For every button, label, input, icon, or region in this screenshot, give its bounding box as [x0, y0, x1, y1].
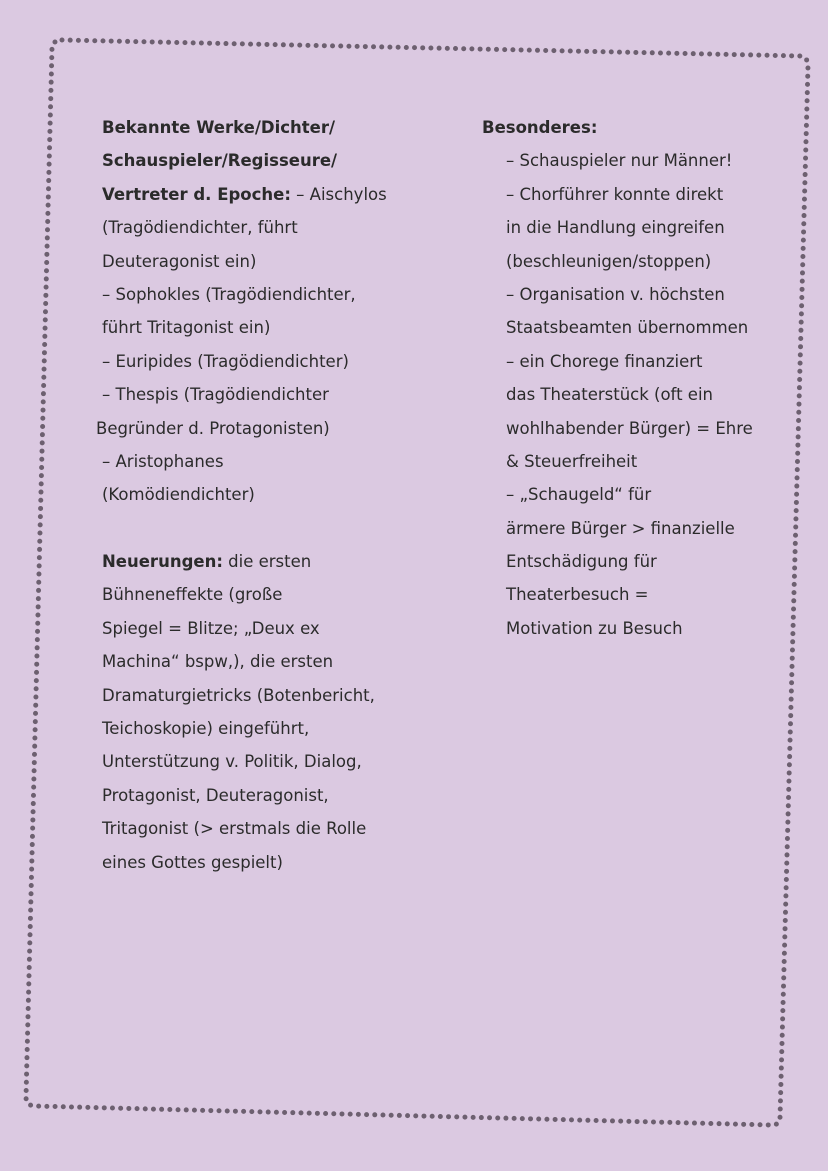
text-line: Tritagonist (> erstmals die Rolle — [102, 819, 367, 839]
text-line: Motivation zu Besuch — [506, 618, 683, 638]
text-neuerungen: die ersten — [222, 552, 312, 572]
line-neuerungen — [102, 545, 387, 578]
text-line: Machina“ bspw,), die ersten — [102, 652, 334, 672]
text-line: – Chorführer konnte direkt — [506, 184, 724, 204]
text-line: Teichoskopie) eingeführt, — [102, 719, 310, 739]
text-line: Begründer d. Protagonisten) — [96, 418, 330, 438]
text-line: – ein Chorege finanziert — [506, 351, 703, 371]
right-column — [482, 111, 753, 645]
text-line: & Steuerfreiheit — [506, 451, 638, 471]
heading-neuerungen: Neuerungen: — [102, 552, 223, 572]
heading-besonderes: Besonderes: — [482, 118, 598, 137]
heading-epoch: Vertreter d. Epoche: — [102, 184, 291, 204]
text-line: – Organisation v. höchsten — [506, 284, 725, 304]
text-line: – Aristophanes — [102, 451, 224, 471]
text-line: Theaterbesuch = — [506, 585, 649, 605]
line-epoch — [102, 178, 387, 211]
text-line: Spiegel = Blitze; „Deux ex — [102, 618, 320, 638]
heading-works-1: Bekannte Werke/Dichter/ — [102, 118, 335, 137]
text-line: (beschleunigen/stoppen) — [506, 251, 712, 271]
text-line: Entschädigung für — [506, 552, 657, 572]
heading-works-2: Schauspieler/Regisseure/ — [102, 151, 338, 171]
text-line: ärmere Bürger > finanzielle — [506, 518, 735, 538]
text-line: Bühneneffekte (große — [102, 585, 283, 605]
text-line: – „Schaugeld“ für — [506, 485, 652, 505]
text-line: Dramaturgietricks (Botenbericht, — [102, 685, 375, 705]
text-line: das Theaterstück (oft ein — [506, 385, 713, 405]
text-line: – Thespis (Tragödiendichter — [102, 385, 329, 405]
text-line: eines Gottes gespielt) — [102, 852, 283, 872]
text-line: wohlhabender Bürger) = Ehre — [506, 418, 753, 438]
text-line: Unterstützung v. Politik, Dialog, — [102, 752, 362, 772]
text-line: in die Handlung eingreifen — [506, 218, 725, 238]
text-line: Protagonist, Deuteragonist, — [102, 785, 329, 805]
text-line: – Euripides (Tragödiendichter) — [102, 351, 349, 371]
text-line: Deuteragonist ein) — [102, 251, 257, 271]
text-aischylos: – Aischylos — [290, 184, 387, 204]
text-line: – Sophokles (Tragödiendichter, — [102, 284, 356, 304]
text-line: Staatsbeamten übernommen — [506, 318, 749, 338]
text-line: – Schauspieler nur Männer! — [506, 151, 733, 171]
text-line: (Tragödiendichter, führt — [102, 218, 298, 238]
spacer — [102, 512, 387, 545]
text-line: (Komödiendichter) — [102, 485, 255, 505]
left-column — [96, 111, 387, 879]
text-line: führt Tritagonist ein) — [102, 318, 271, 338]
